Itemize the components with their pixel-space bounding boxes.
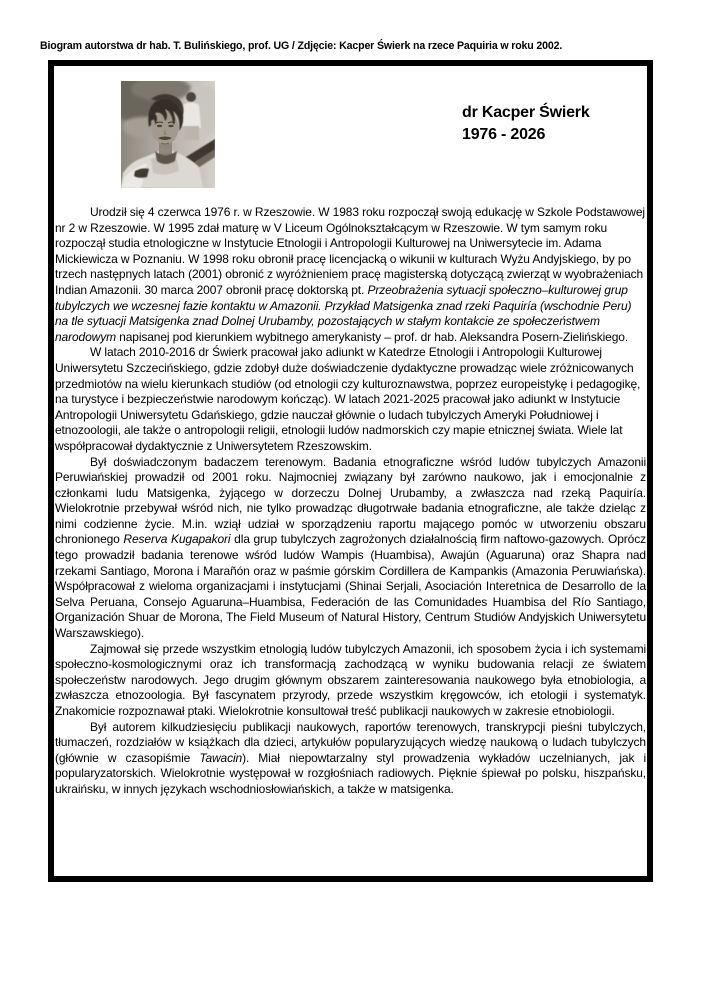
bio-paragraph	[55, 455, 646, 642]
bio-text: Był autorem kilkudziesięciu publikacji naukowych, raportów terenowych, transkrypcji pieśni tubylczych, tłumaczeń, rozdziałów w książkach dla dzieci, artykułów popularyzujących wiedzę naukową o ludach tubylczych (głównie w czasopiśmie	[55, 719, 646, 765]
bio-text: dla grup tubylczych zagrożonych działalnością firm naftowo-gazowych. Oprócz tego prowadził badania terenowe wśród ludów Wampis (Huambisa), Awajún (Aguaruna) oraz Shapra nad rzekami Santiago, Morona i Marañón oraz w paśmie górskim Cordillera de Kampankis (Amazonia Peruwiańska). Współpracował z wieloma organizacjami i instytucjami (Shinai Serjali, Asociación Interetnica de Desarrollo de la Selva Peruana, Consejo Aguaruna–Huambisa, Federación de las Comunidades Huambisa del Río Santiago, Organización Shuar de Morona, The Field Museum of Natural History, Centrum Studiów Andyjskich Uniwersytetu Warszawskiego).	[55, 532, 646, 641]
bio-paragraph	[55, 345, 646, 454]
bio-text-italic: Przeobrażenia sytuacji społeczno–kulturowej grup tubylczych we wczesnej fazie kontaktu w Amazonii. Przykład Matsigenka znad rzeki Paquiría (wschodnie Peru) na tle sytuacji Matsigenka znad Dolnej Urubamby, pozostających w stałym kontakcie ze społeczeństwem narodowym	[55, 282, 632, 344]
bio-text: ). Miał niepowtarzalny styl prowadzenia wykładów uczelnianych, jak i popularyzatorskich. Wielokrotnie występował w rozgłośniach radiowych. Pięknie śpiewał po polsku, hiszpańsku, ukraińsku, w innych językach wschodniosłowiańskich, a także w matsigenka.	[55, 750, 647, 796]
bio-text: W latach 2010-2016 dr Świerk pracował jako adiunkt w Katedrze Etnologii i Antropologii Kulturowej Uniwersytetu Szczecińskiego, gdzie zdobył duże doświadczenie dydaktyczne prowadząc wiele zróżnicowanych przedmiotów na wielu kierunkach studiów (od etnologii czy kulturoznawstwa, poprzez europeistykę i pedagogikę, na turystyce i bezpieczeństwie narodowym kończąc). W latach 2021-2025 pracował jako adiunkt w Instytucie Antropologii Uniwersytetu Gdańskiego, gdzie nauczał głównie o ludach tubylczych Ameryki Południowej i etnozoologii, ale także o antropologii religii, etnologii ludów nadmorskich czy mapie etnicznej świata. Wiele lat współpracował dydaktycznie z Uniwersytetem Rzeszowskim.	[55, 345, 641, 453]
person-name: dr Kacper Świerk	[462, 104, 590, 121]
biography-text	[55, 205, 646, 798]
credit-line: Biogram autorstwa dr hab. T. Bulińskiego, prof. UG / Zdjęcie: Kacper Świerk na rzece Paquiria w roku 2002.	[40, 40, 563, 52]
portrait-photo-graphic	[121, 81, 215, 188]
person-years: 1976 - 2026	[462, 126, 546, 143]
bio-text-italic: Reserva Kugapakori	[123, 532, 231, 547]
document-frame	[48, 60, 653, 882]
bio-paragraph	[55, 642, 646, 720]
bio-text: napisanej pod kierunkiem wybitnego amerykanisty – prof. dr hab. Aleksandra Posern-Zielińskiego.	[115, 329, 629, 344]
bio-text: Był doświadczonym badaczem terenowym. Badania etnograficzne wśród ludów tubylczych Amazonii Peruwiańskiej prowadził od 2001 roku. Najmocniej związany był zarówno naukowo, jak i emocjonalnie z członkami ludu Matsigenka, żyjącego w dorzeczu Dolnej Urubamby, a zwłaszcza nad rzeką Paquiría. Wielokrotnie przebywał wśród nich, nie tylko prowadząc długotrwałe badania etnograficzne, ale także dzieląc z nimi codzienne życie. M.in. wziął udział w sporządzeniu raportu mającego pomóc w utworzeniu obszaru chronionego	[55, 454, 646, 547]
bio-text: Urodził się 4 czerwca 1976 r. w Rzeszowie. W 1983 roku rozpoczął swoją edukację w Szkole Podstawowej nr 2 w Rzeszowie. W 1995 zdał maturę w V Liceum Ogólnokształcącym w Rzeszowie. W tym samym roku rozpoczął studia etnologiczne w Instytucie Etnologii i Antropologii Kulturowej na Uniwersytecie im. Adama Mickiewicza w Poznaniu. W 1998 roku obronił pracę licencjacką o wikunii w kulturach Wyżu Andyjskiego, by po trzech następnych latach (2001) obronić z wyróżnieniem pracę magisterską dotyczącą zwierząt w wyobrażeniach Indian Amazonii. 30 marca 2007 obronił pracę doktorską pt.	[55, 205, 645, 297]
portrait-photo	[121, 81, 215, 188]
bio-paragraph	[55, 205, 646, 345]
bio-paragraph	[55, 720, 646, 798]
bio-text-italic: Tawacin	[199, 750, 243, 765]
bio-text: Zajmował się przede wszystkim etnologią ludów tubylczych Amazonii, ich sposobem życia i ich systemami społeczno-kosmologicznymi oraz ich transformacją zachodzącą w wyniku budowania relacji ze światem społeczeństw narodowych. Jego drugim głównym obszarem zainteresowania naukowego była etnobiologia, a zwłaszcza etnozoologia. Był fascynatem przyrody, przede wszystkim kręgowców, ich etologii i systematyk. Znakomicie rozpoznawał ptaki. Wielokrotnie konsultował treść publikacji naukowych w zakresie etnobiologii.	[55, 641, 646, 718]
name-block	[462, 102, 590, 146]
